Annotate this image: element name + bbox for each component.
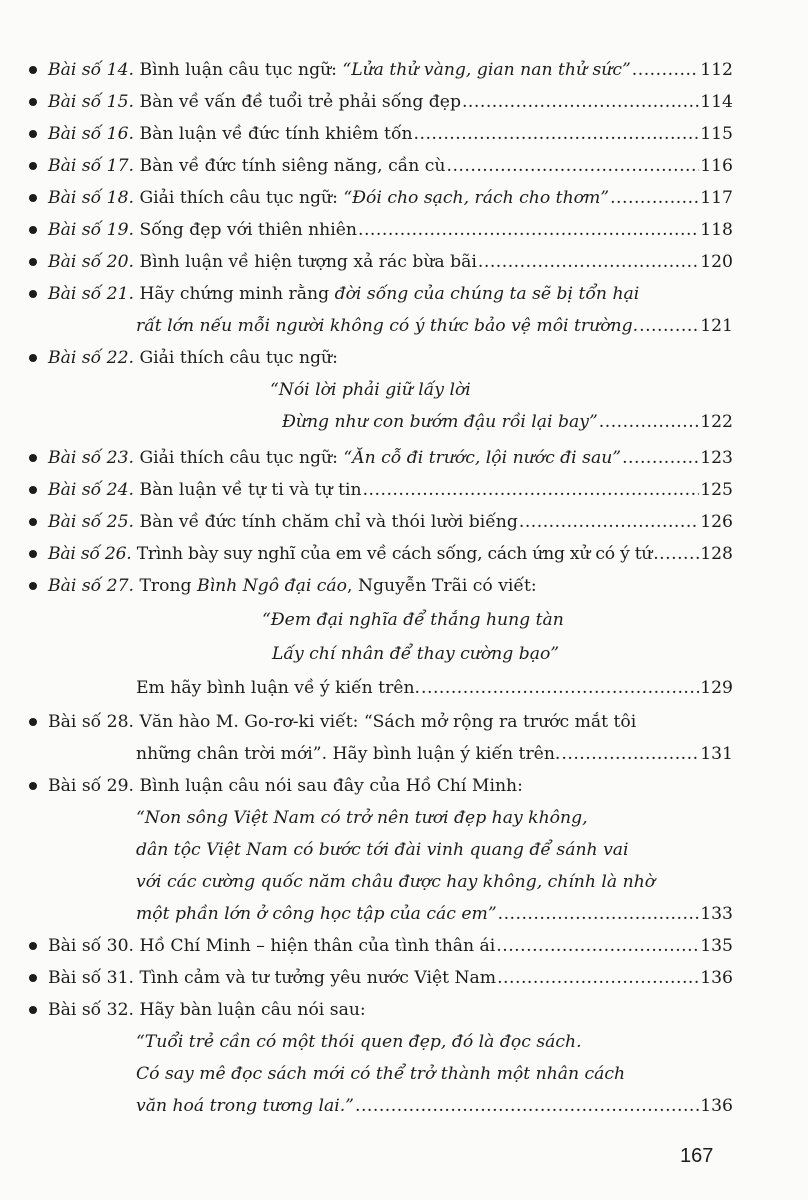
bullet-icon bbox=[29, 194, 37, 202]
page-number: 167 bbox=[680, 1145, 714, 1167]
entry-label: Bài số 16. bbox=[48, 124, 134, 144]
toc-entry-22 bbox=[0, 343, 808, 373]
entry-label: Bài số 15. bbox=[48, 92, 134, 112]
entry-label: Bài số 18. bbox=[48, 188, 134, 208]
entry-label: Bài số 14. bbox=[48, 60, 134, 80]
entry-title: Bình luận câu tục ngữ: bbox=[133, 60, 343, 80]
entry-continuation: những chân trời mới”. Hãy bình luận ý kiến trên. bbox=[136, 744, 561, 764]
toc-entry-32 bbox=[0, 995, 808, 1025]
toc-entry-27-cont bbox=[0, 673, 808, 703]
bullet-icon bbox=[29, 98, 37, 106]
toc-entry-29 bbox=[0, 771, 808, 801]
bullet-icon bbox=[29, 162, 37, 170]
quote-line: văn hoá trong tương lai.” bbox=[136, 1096, 354, 1116]
bullet-icon bbox=[29, 454, 37, 462]
bullet-icon bbox=[29, 582, 37, 590]
toc-entry-29-q1 bbox=[0, 803, 808, 833]
toc-entry-29-q4 bbox=[0, 899, 808, 929]
leader-dots bbox=[497, 963, 699, 993]
leader-dots bbox=[421, 673, 699, 703]
verse-line: “Đem đại nghĩa để thắng hung tàn bbox=[262, 610, 564, 630]
toc-entry-21 bbox=[0, 279, 808, 309]
entry-label: Bài số 30. bbox=[48, 936, 134, 956]
toc-entry-32-q3 bbox=[0, 1091, 808, 1121]
toc-entry-29-q2 bbox=[0, 835, 808, 865]
entry-label: Bài số 26. bbox=[48, 544, 132, 564]
entry-title: Hãy chứng minh rằng bbox=[133, 284, 335, 304]
entry-page: 136 bbox=[700, 968, 733, 988]
toc-entry-22-verse1 bbox=[0, 375, 808, 405]
bullet-icon bbox=[29, 290, 37, 298]
toc-entry-22-verse2 bbox=[0, 407, 808, 437]
entry-label: Bài số 29. bbox=[48, 776, 134, 796]
entry-title: Bàn luận về tự ti và tự tin bbox=[133, 480, 362, 500]
leader-dots bbox=[653, 539, 699, 569]
entry-quote: “Ăn cỗ đi trước, lội nước đi sau” bbox=[343, 448, 622, 468]
entry-label: Bài số 17. bbox=[48, 156, 134, 176]
entry-title: Trình bày suy nghĩ của em về cách sống, cách ứng xử có ý tứ bbox=[131, 544, 653, 564]
entry-label: Bài số 25. bbox=[48, 512, 134, 532]
leader-dots bbox=[414, 119, 700, 149]
toc-entry-28 bbox=[0, 707, 808, 737]
entry-label: Bài số 32. bbox=[48, 1000, 134, 1020]
toc-entry-21-cont bbox=[0, 311, 808, 341]
entry-page: 129 bbox=[700, 678, 733, 698]
entry-title: Bình luận câu nói sau đây của Hồ Chí Minh: bbox=[133, 776, 523, 796]
leader-dots bbox=[496, 931, 699, 961]
entry-label: Bài số 24. bbox=[48, 480, 134, 500]
entry-title: Giải thích câu tục ngữ: bbox=[133, 348, 338, 368]
entry-title: Bàn luận về đức tính khiêm tốn bbox=[133, 124, 413, 144]
toc-entry-27 bbox=[0, 571, 808, 601]
leader-dots bbox=[363, 475, 700, 505]
entry-page: 123 bbox=[700, 448, 733, 468]
entry-page: 118 bbox=[700, 220, 733, 240]
leader-dots bbox=[610, 183, 699, 213]
bullet-icon bbox=[29, 130, 37, 138]
bullet-icon bbox=[29, 942, 37, 950]
bullet-icon bbox=[29, 66, 37, 74]
bullet-icon bbox=[29, 782, 37, 790]
entry-label: Bài số 31. bbox=[48, 968, 134, 988]
leader-dots bbox=[355, 1091, 699, 1121]
entry-page: 133 bbox=[700, 904, 733, 924]
entry-title: Hãy bàn luận câu nói sau: bbox=[133, 1000, 366, 1020]
verse-line: Đừng như con bướm đậu rồi lại bay” bbox=[282, 412, 598, 432]
leader-dots bbox=[561, 739, 699, 769]
entry-page: 112 bbox=[700, 60, 733, 80]
entry-title: Bàn về đức tính chăm chỉ và thói lười biếng bbox=[133, 512, 518, 532]
toc-entry-17 bbox=[0, 151, 808, 181]
entry-page: 114 bbox=[700, 92, 733, 112]
entry-title: Giải thích câu tục ngữ: bbox=[133, 188, 344, 208]
entry-page: 117 bbox=[700, 188, 733, 208]
toc-entry-14 bbox=[0, 55, 808, 85]
entry-quote: “Lửa thử vàng, gian nan thử sức” bbox=[342, 60, 631, 80]
leader-dots bbox=[478, 247, 699, 277]
leader-dots bbox=[519, 507, 699, 537]
bullet-icon bbox=[29, 718, 37, 726]
entry-page: 116 bbox=[700, 156, 733, 176]
toc-entry-32-q1 bbox=[0, 1027, 808, 1057]
entry-page: 126 bbox=[700, 512, 733, 532]
verse-line: Lấy chí nhân để thay cường bạo” bbox=[272, 644, 560, 664]
entry-label: Bài số 21. bbox=[48, 284, 134, 304]
leader-dots bbox=[462, 87, 699, 117]
toc-entry-30 bbox=[0, 931, 808, 961]
toc-entry-29-q3 bbox=[0, 867, 808, 897]
entry-quote: “Đói cho sạch, rách cho thơm” bbox=[343, 188, 610, 208]
bullet-icon bbox=[29, 1006, 37, 1014]
leader-dots bbox=[447, 151, 700, 181]
entry-title: Bàn về đức tính siêng năng, cần cù bbox=[133, 156, 446, 176]
entry-continuation: rất lớn nếu mỗi người không có ý thức bảo vệ môi trường. bbox=[136, 316, 639, 336]
toc-entry-25 bbox=[0, 507, 808, 537]
entry-title: Sống đẹp với thiên nhiên bbox=[133, 220, 357, 240]
entry-title: Giải thích câu tục ngữ: bbox=[133, 448, 344, 468]
entry-title: Văn hào M. Go-rơ-ki viết: “Sách mở rộng ra trước mắt tôi bbox=[133, 712, 637, 732]
bullet-icon bbox=[29, 518, 37, 526]
leader-dots bbox=[632, 55, 699, 85]
entry-page: 120 bbox=[700, 252, 733, 272]
quote-line: với các cường quốc năm châu được hay không, chính là nhờ bbox=[136, 872, 656, 892]
entry-label: Bài số 23. bbox=[48, 448, 134, 468]
toc-entry-19 bbox=[0, 215, 808, 245]
toc-entry-15 bbox=[0, 87, 808, 117]
toc-entry-24 bbox=[0, 475, 808, 505]
bullet-icon bbox=[29, 486, 37, 494]
entry-label: Bài số 20. bbox=[48, 252, 134, 272]
bullet-icon bbox=[29, 226, 37, 234]
toc-entry-32-q2 bbox=[0, 1059, 808, 1089]
toc-entry-16 bbox=[0, 119, 808, 149]
toc-entry-27-verse2 bbox=[0, 639, 808, 669]
entry-title: Tình cảm và tư tưởng yêu nước Việt Nam bbox=[133, 968, 497, 988]
entry-continuation: Em hãy bình luận về ý kiến trên. bbox=[136, 678, 421, 698]
toc-entry-18 bbox=[0, 183, 808, 213]
entry-title: Trong bbox=[133, 576, 198, 596]
leader-dots bbox=[639, 311, 699, 341]
quote-line: một phần lớn ở công học tập của các em” bbox=[136, 904, 497, 924]
verse-line: “Nói lời phải giữ lấy lời bbox=[270, 380, 471, 400]
entry-quote: đời sống của chúng ta sẽ bị tổn hại bbox=[334, 284, 640, 304]
leader-dots bbox=[622, 443, 699, 473]
leader-dots bbox=[498, 899, 700, 929]
entry-page: 115 bbox=[700, 124, 733, 144]
entry-label: Bài số 28. bbox=[48, 712, 134, 732]
entry-page: 131 bbox=[700, 744, 733, 764]
entry-work-title: Bình Ngô đại cáo bbox=[197, 576, 348, 596]
leader-dots bbox=[358, 215, 699, 245]
entry-title: Bàn về vấn đề tuổi trẻ phải sống đẹp bbox=[133, 92, 461, 112]
entry-page: 128 bbox=[700, 544, 733, 564]
toc-entry-28-cont bbox=[0, 739, 808, 769]
leader-dots bbox=[599, 407, 699, 437]
bullet-icon bbox=[29, 974, 37, 982]
entry-page: 125 bbox=[700, 480, 733, 500]
entry-label: Bài số 27. bbox=[48, 576, 134, 596]
bullet-icon bbox=[29, 550, 37, 558]
bullet-icon bbox=[29, 258, 37, 266]
entry-page: 135 bbox=[700, 936, 733, 956]
entry-title: Bình luận về hiện tượng xả rác bừa bãi bbox=[133, 252, 477, 272]
entry-page: 136 bbox=[700, 1096, 733, 1116]
quote-line: “Tuổi trẻ cần có một thói quen đẹp, đó là đọc sách. bbox=[136, 1032, 582, 1052]
entry-page: 121 bbox=[700, 316, 733, 336]
toc-entry-31 bbox=[0, 963, 808, 993]
toc-entry-26 bbox=[0, 539, 808, 569]
entry-label: Bài số 19. bbox=[48, 220, 134, 240]
toc-entry-23 bbox=[0, 443, 808, 473]
entry-page: 122 bbox=[700, 412, 733, 432]
entry-title-cont: , Nguyễn Trãi có viết: bbox=[347, 576, 537, 596]
toc-entry-27-verse1 bbox=[0, 605, 808, 635]
toc-entry-20 bbox=[0, 247, 808, 277]
quote-line: Có say mê đọc sách mới có thể trở thành một nhân cách bbox=[136, 1064, 626, 1084]
entry-label: Bài số 22. bbox=[48, 348, 134, 368]
bullet-icon bbox=[29, 354, 37, 362]
entry-title: Hồ Chí Minh – hiện thân của tình thân ái bbox=[133, 936, 496, 956]
quote-line: “Non sông Việt Nam có trở nên tươi đẹp hay không, bbox=[136, 808, 588, 828]
quote-line: dân tộc Việt Nam có bước tới đài vinh quang để sánh vai bbox=[136, 840, 629, 860]
